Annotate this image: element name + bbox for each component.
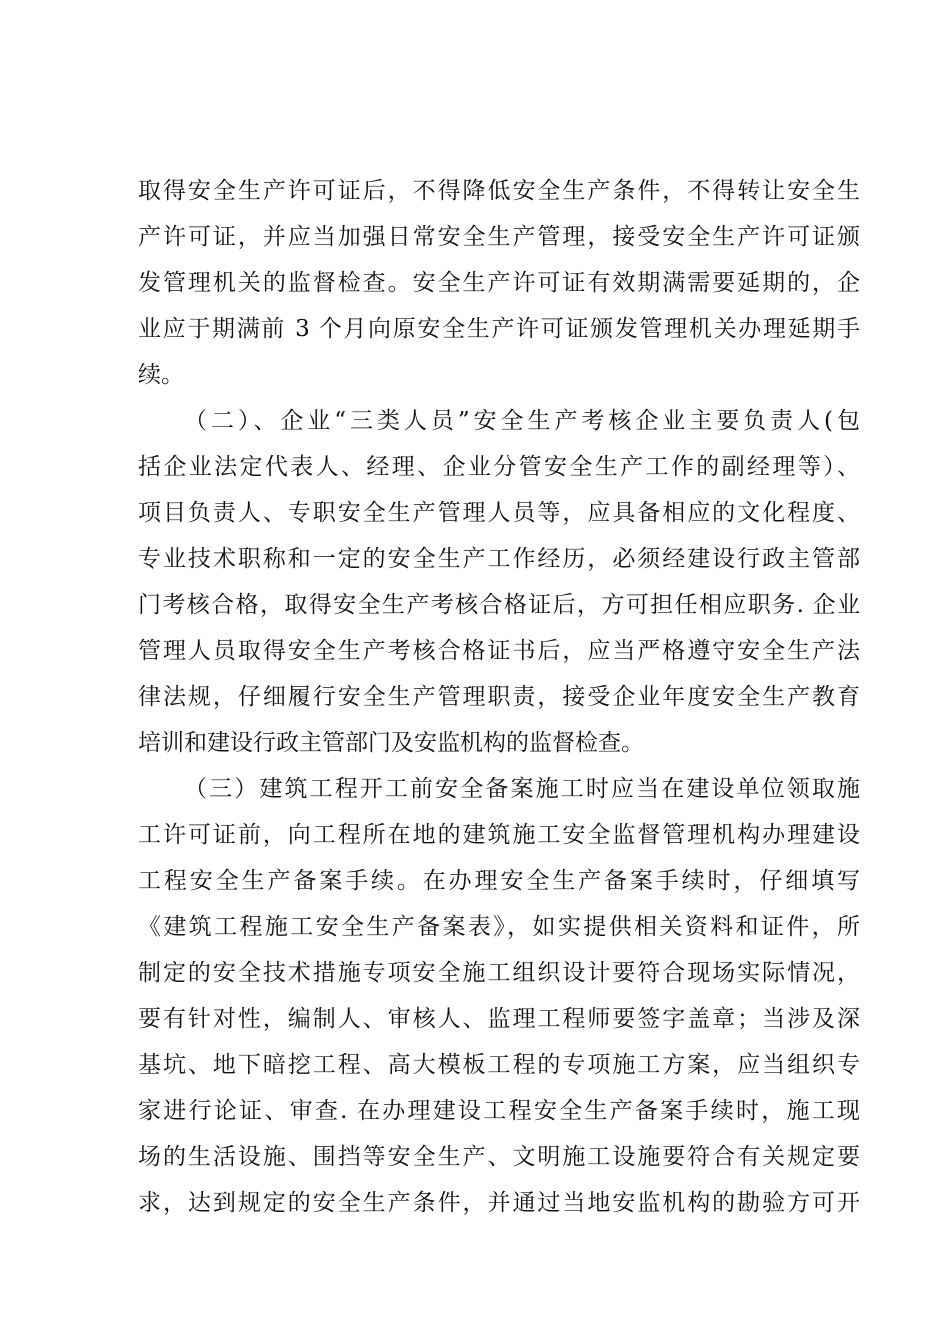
text-line: 发管理机关的监督检查。安全生产许可证有效期满需要延期的，企 [138,270,860,296]
text-line: 项目负责人、专职安全生产管理人员等，应具备相应的文化程度、 [138,500,860,526]
paragraph-safety-filing [138,766,860,1226]
text-line: 业应于期满前 3 个月向原安全生产许可证颁发管理机关办理延期手 [138,316,860,342]
text-line: 制定的安全技术措施专项安全施工组织设计要符合现场实际情况， [138,960,860,986]
text-line: 专业技术职称和一定的安全生产工作经历，必须经建设行政主管部 [138,546,860,572]
text-line: 门考核合格，取得安全生产考核合格证后，方可担任相应职务. 企业 [138,592,860,618]
text-line: 工许可证前，向工程所在地的建筑施工安全监督管理机构办理建设 [138,822,860,848]
text-line: （二）、企业“三类人员”安全生产考核企业主要负责人(包 [184,408,860,434]
text-line: 培训和建设行政主管部门及安监机构的监督检查。 [138,730,644,756]
text-line: （三）建筑工程开工前安全备案施工时应当在建设单位领取施 [184,776,860,802]
text-line: 取得安全生产许可证后，不得降低安全生产条件，不得转让安全生 [138,178,860,204]
text-line: 续。 [138,362,184,388]
text-line: 管理人员取得安全生产考核合格证书后，应当严格遵守安全生产法 [138,638,860,664]
text-line: 家进行论证、审查. 在办理建设工程安全生产备案手续时，施工现 [138,1098,860,1124]
text-line: 工程安全生产备案手续。在办理安全生产备案手续时，仔细填写 [138,868,860,894]
paragraph-safety-permit [138,168,860,398]
document-body [138,168,860,1226]
paragraph-three-personnel [138,398,860,766]
text-line: 求，达到规定的安全生产条件，并通过当地安监机构的勘验方可开 [138,1190,860,1216]
text-line: 场的生活设施、围挡等安全生产、文明施工设施要符合有关规定要 [138,1144,860,1170]
text-line: 括企业法定代表人、经理、企业分管安全生产工作的副经理等）、 [138,454,860,480]
text-line: 《建筑工程施工安全生产备案表》，如实提供相关资料和证件，所 [138,914,860,940]
text-line: 产许可证，并应当加强日常安全生产管理，接受安全生产许可证颁 [138,224,860,250]
text-line: 基坑、地下暗挖工程、高大模板工程的专项施工方案，应当组织专 [138,1052,860,1078]
text-line: 律法规，仔细履行安全生产管理职责，接受企业年度安全生产教育 [138,684,860,710]
text-line: 要有针对性，编制人、审核人、监理工程师要签字盖章；当涉及深 [138,1006,860,1032]
